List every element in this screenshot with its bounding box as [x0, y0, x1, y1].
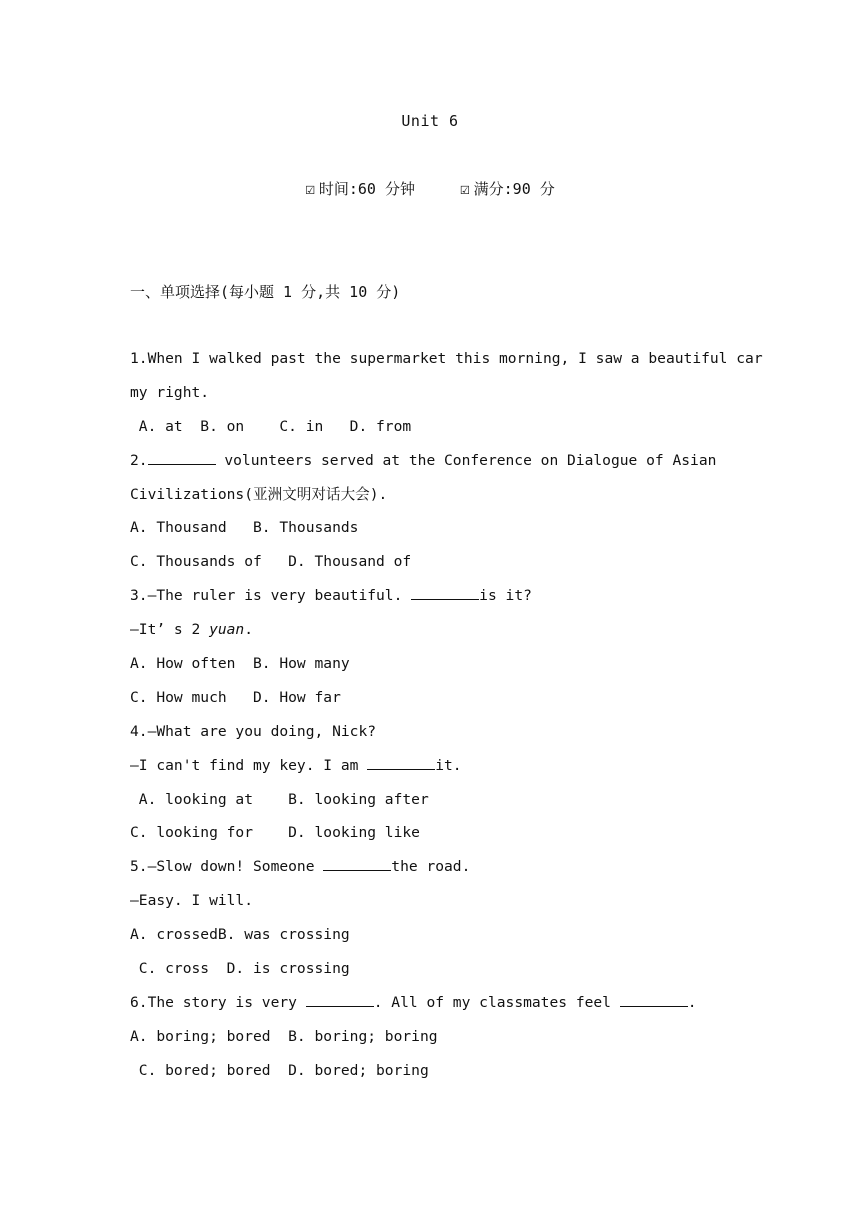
q1-options: A. at B. on C. in D. from	[130, 417, 412, 435]
q5-options-cd: C. cross D. is crossing	[130, 960, 350, 978]
time-label: 时间:60 分钟	[318, 180, 415, 198]
question-list	[130, 345, 763, 1091]
checkbox-icon: ☑	[305, 179, 315, 198]
score-label: 满分:90 分	[473, 180, 555, 198]
q4-stem: 4.—What are you doing, Nick?	[130, 722, 377, 740]
time-limit	[305, 178, 415, 199]
q2-stem-cont: Civilizations(亚洲文明对话大会).	[130, 485, 388, 503]
section-title: 一、单项选择(每小题 1 分,共 10 分)	[130, 283, 401, 301]
q6-stem-post: .	[687, 993, 697, 1011]
q4-answer-post: it.	[435, 756, 462, 774]
answer-blank	[306, 992, 374, 1007]
q2-number: 2.	[130, 451, 148, 469]
q2-options-cd: C. Thousands of D. Thousand of	[130, 553, 412, 571]
q2-options-ab: A. Thousand B. Thousands	[130, 519, 359, 537]
q5-stem-post: the road.	[391, 858, 471, 876]
answer-blank	[367, 755, 435, 770]
q4-answer	[130, 752, 750, 786]
q5-answer: —Easy. I will.	[130, 892, 254, 910]
q3-answer-post: .	[244, 621, 254, 639]
q3-stem-post: is it?	[479, 587, 532, 605]
q3-stem-pre: 3.—The ruler is very beautiful.	[130, 587, 412, 605]
q5-stem	[130, 853, 750, 887]
q2-stem	[130, 447, 750, 481]
answer-blank	[323, 856, 391, 871]
q3-answer-pre: —It’ s 2	[130, 621, 210, 639]
q4-options-ab: A. looking at B. looking after	[130, 790, 429, 808]
page-title: Unit 6	[401, 112, 459, 130]
q3-answer-italic: yuan	[209, 621, 245, 639]
q6-options-cd: C. bored; bored D. bored; boring	[130, 1061, 429, 1079]
q6-stem-mid: . All of my classmates feel	[373, 993, 620, 1011]
checkbox-icon: ☑	[460, 179, 470, 198]
q1-stem: 1.When I walked past the supermarket this morning, I saw a beautiful car	[130, 350, 763, 367]
q3-options-cd: C. How much D. How far	[130, 688, 341, 706]
q6-stem-pre: 6.The story is very	[130, 993, 306, 1011]
q6-stem	[130, 989, 750, 1023]
q2-stem-text: volunteers served at the Conference on Dialogue of Asian	[215, 451, 717, 469]
q1-stem-cont: my right.	[130, 383, 210, 401]
answer-blank	[620, 992, 688, 1007]
q3-stem	[130, 582, 750, 616]
q3-answer	[130, 616, 750, 650]
answer-blank	[148, 450, 216, 465]
exam-meta	[0, 178, 860, 199]
full-score	[460, 178, 555, 199]
answer-blank	[411, 585, 479, 600]
q3-options-ab: A. How often B. How many	[130, 655, 350, 673]
q4-options-cd: C. looking for D. looking like	[130, 824, 420, 842]
q5-options-ab: A. crossedB. was crossing	[130, 926, 350, 944]
q5-stem-pre: 5.—Slow down! Someone	[130, 858, 324, 876]
q4-answer-pre: —I can't find my key. I am	[130, 756, 368, 774]
q6-options-ab: A. boring; bored B. boring; boring	[130, 1027, 438, 1045]
